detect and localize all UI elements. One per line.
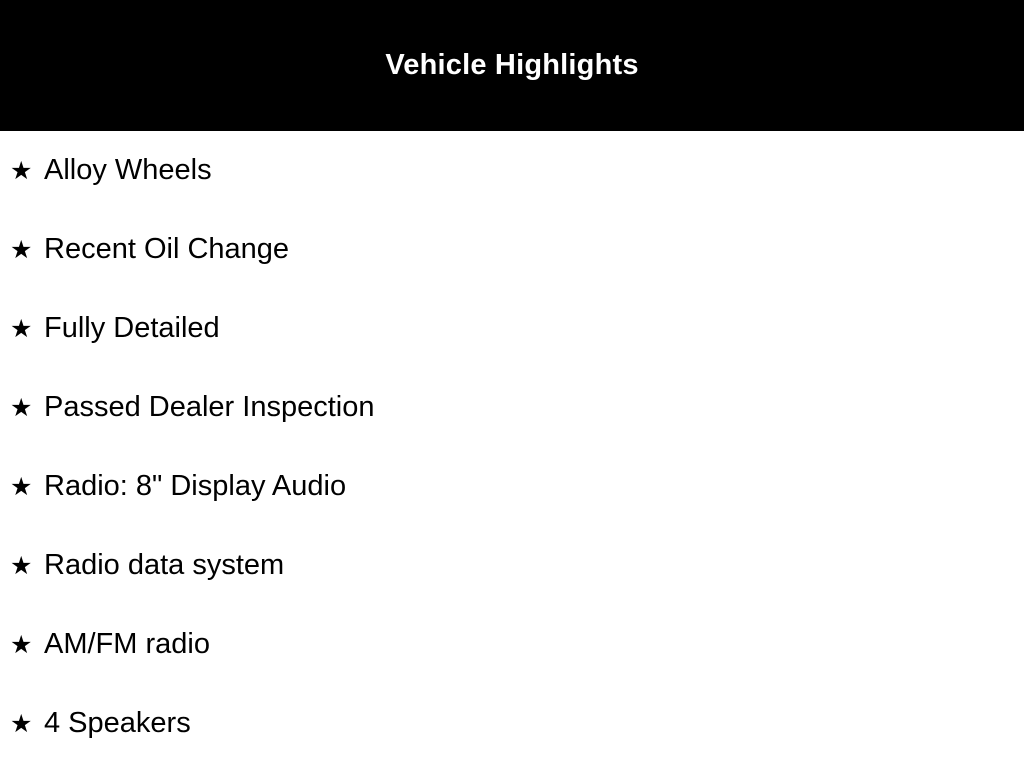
list-item-label: Passed Dealer Inspection [44, 391, 375, 423]
list-item [0, 447, 1024, 526]
list-item-label: Fully Detailed [44, 312, 220, 344]
star-icon: ★ [10, 709, 33, 738]
list-item-label: 4 Speakers [44, 707, 191, 739]
list-item [0, 684, 1024, 763]
list-item-label: Alloy Wheels [44, 154, 212, 186]
star-icon: ★ [10, 314, 33, 343]
list-item-label: AM/FM radio [44, 628, 210, 660]
page-header [0, 0, 1024, 131]
list-item-label: Radio data system [44, 549, 285, 581]
page-title: Vehicle Highlights [385, 49, 639, 81]
star-icon: ★ [10, 472, 33, 501]
list-item [0, 289, 1024, 368]
star-icon: ★ [10, 630, 33, 659]
list-item [0, 368, 1024, 447]
list-item-label: Radio: 8" Display Audio [44, 470, 347, 502]
list-item [0, 210, 1024, 289]
star-icon: ★ [10, 393, 33, 422]
star-icon: ★ [10, 235, 33, 264]
list-item [0, 131, 1024, 210]
star-icon: ★ [10, 551, 33, 580]
list-item [0, 605, 1024, 684]
star-icon: ★ [10, 156, 33, 185]
list-item-label: Recent Oil Change [44, 233, 290, 265]
list-item [0, 526, 1024, 605]
highlights-list [0, 131, 1024, 763]
